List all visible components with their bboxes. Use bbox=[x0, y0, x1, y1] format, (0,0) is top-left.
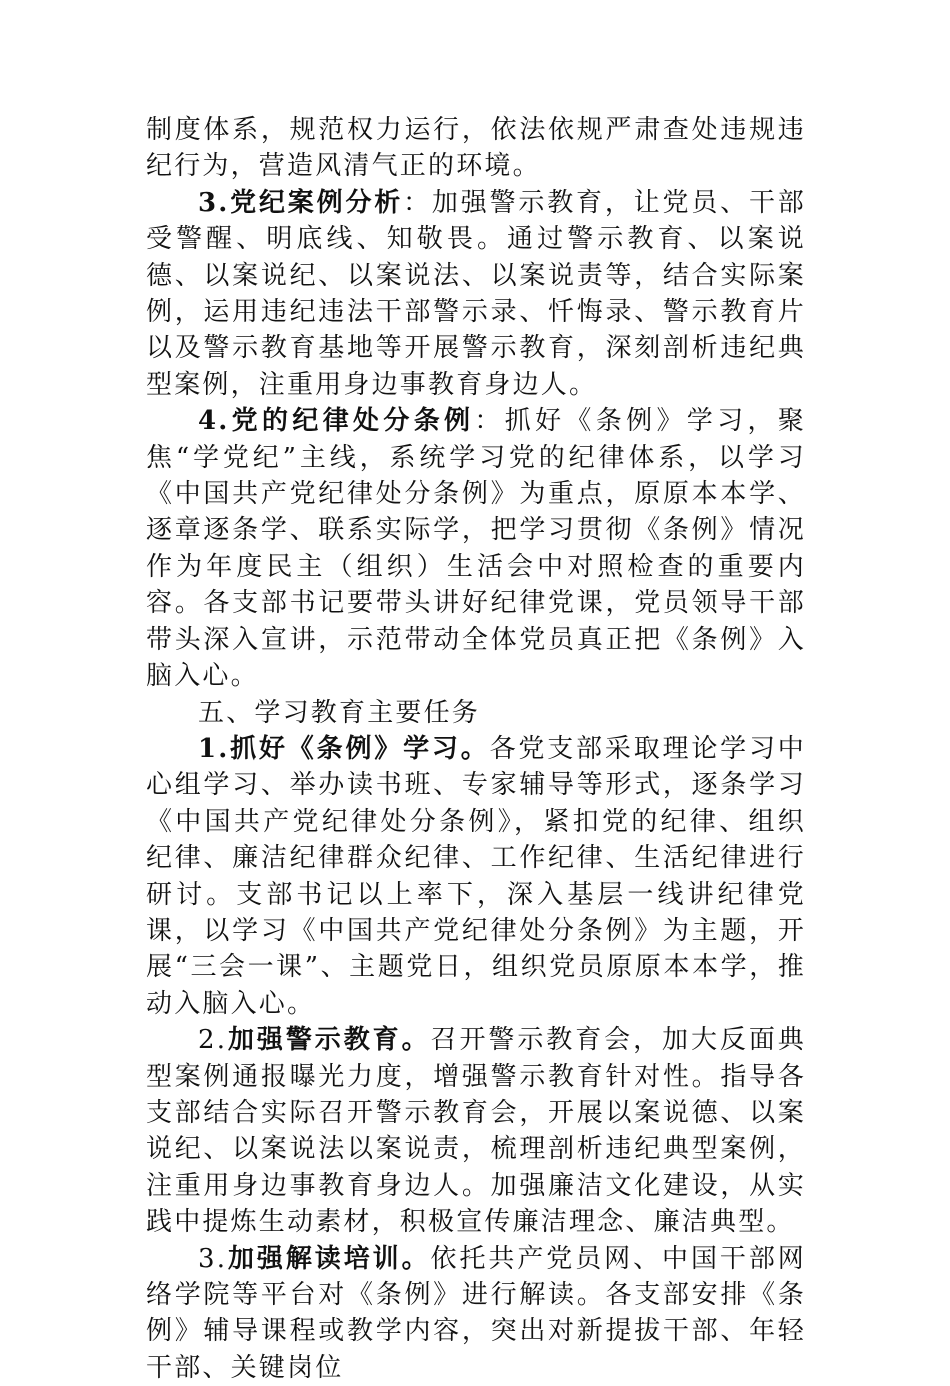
paragraph-task-1 bbox=[146, 731, 806, 1022]
paragraph-number: 2. bbox=[198, 1025, 228, 1056]
paragraph-text: 制度体系，规范权力运行，依法依规严肃查处违规违纪行为，营造风清气正的环境。 bbox=[146, 115, 806, 182]
paragraph-discipline-regulations bbox=[146, 403, 806, 694]
paragraph-lead: 1.抓好《条例》学习。 bbox=[198, 733, 490, 764]
paragraph-continuation bbox=[146, 112, 806, 185]
paragraph-case-analysis bbox=[146, 185, 806, 403]
paragraph-text: 各党支部采取理论学习中心组学习、举办读书班、专家辅导等形式，逐条学习《中国共产党纪律处分条例》，紧扣党的纪律、组织纪律、廉洁纪律群众纪律、工作纪律、生活纪律进行研讨。支部书记以上率下，深入基层一线讲纪律党课，以学习《中国共产党纪律处分条例》为主题，开展“三会一课”、主题党日，组织党员原原本本学，推动入脑入心。 bbox=[146, 733, 807, 1019]
paragraph-lead: 3.党纪案例分析 bbox=[198, 187, 404, 218]
paragraph-task-3 bbox=[146, 1241, 806, 1386]
paragraph-task-2 bbox=[146, 1022, 806, 1240]
paragraph-number: 3. bbox=[198, 1243, 228, 1274]
paragraph-text: ：加强警示教育，让党员、干部受警醒、明底线、知敬畏。通过警示教育、以案说德、以案说纪、以案说法、以案说责等，结合实际案例，运用违纪违法干部警示录、忏悔录、警示教育片以及警示教育基地等开展警示教育，深刻剖析违纪典型案例，注重用身边事教育身边人。 bbox=[146, 187, 806, 400]
paragraph-text: 召开警示教育会，加大反面典型案例通报曝光力度，增强警示教育针对性。指导各支部结合实际召开警示教育会，开展以案说德、以案说纪、以案说法以案说责，梳理剖析违纪典型案例，注重用身边事教育身边人。加强廉洁文化建设，从实践中提炼生动素材，积极宣传廉洁理念、廉洁典型。 bbox=[146, 1025, 806, 1238]
section-heading: 五、学习教育主要任务 bbox=[198, 697, 481, 728]
paragraph-text: ：抓好《条例》学习，聚焦“学党纪”主线，系统学习党的纪律体系，以学习《中国共产党纪律处分条例》为重点，原原本本学、逐章逐条学、联系实际学，把学习贯彻《条例》情况作为年度民主（组织）生活会中对照检查的重要内容。各支部书记要带头讲好纪律党课，党员领导干部带头深入宣讲，示范带动全体党员真正把《条例》入脑入心。 bbox=[146, 406, 806, 692]
paragraph-text: 依托共产党员网、中国干部网络学院等平台对《条例》进行解读。各支部安排《条例》辅导课程或教学内容，突出对新提拔干部、年轻干部、关键岗位 bbox=[146, 1243, 806, 1383]
paragraph-lead: 4.党的纪律处分条例 bbox=[198, 406, 475, 437]
paragraph-lead: 加强解读培训。 bbox=[227, 1243, 431, 1274]
paragraph-lead: 加强警示教育。 bbox=[227, 1025, 431, 1056]
document-body bbox=[146, 112, 806, 1386]
